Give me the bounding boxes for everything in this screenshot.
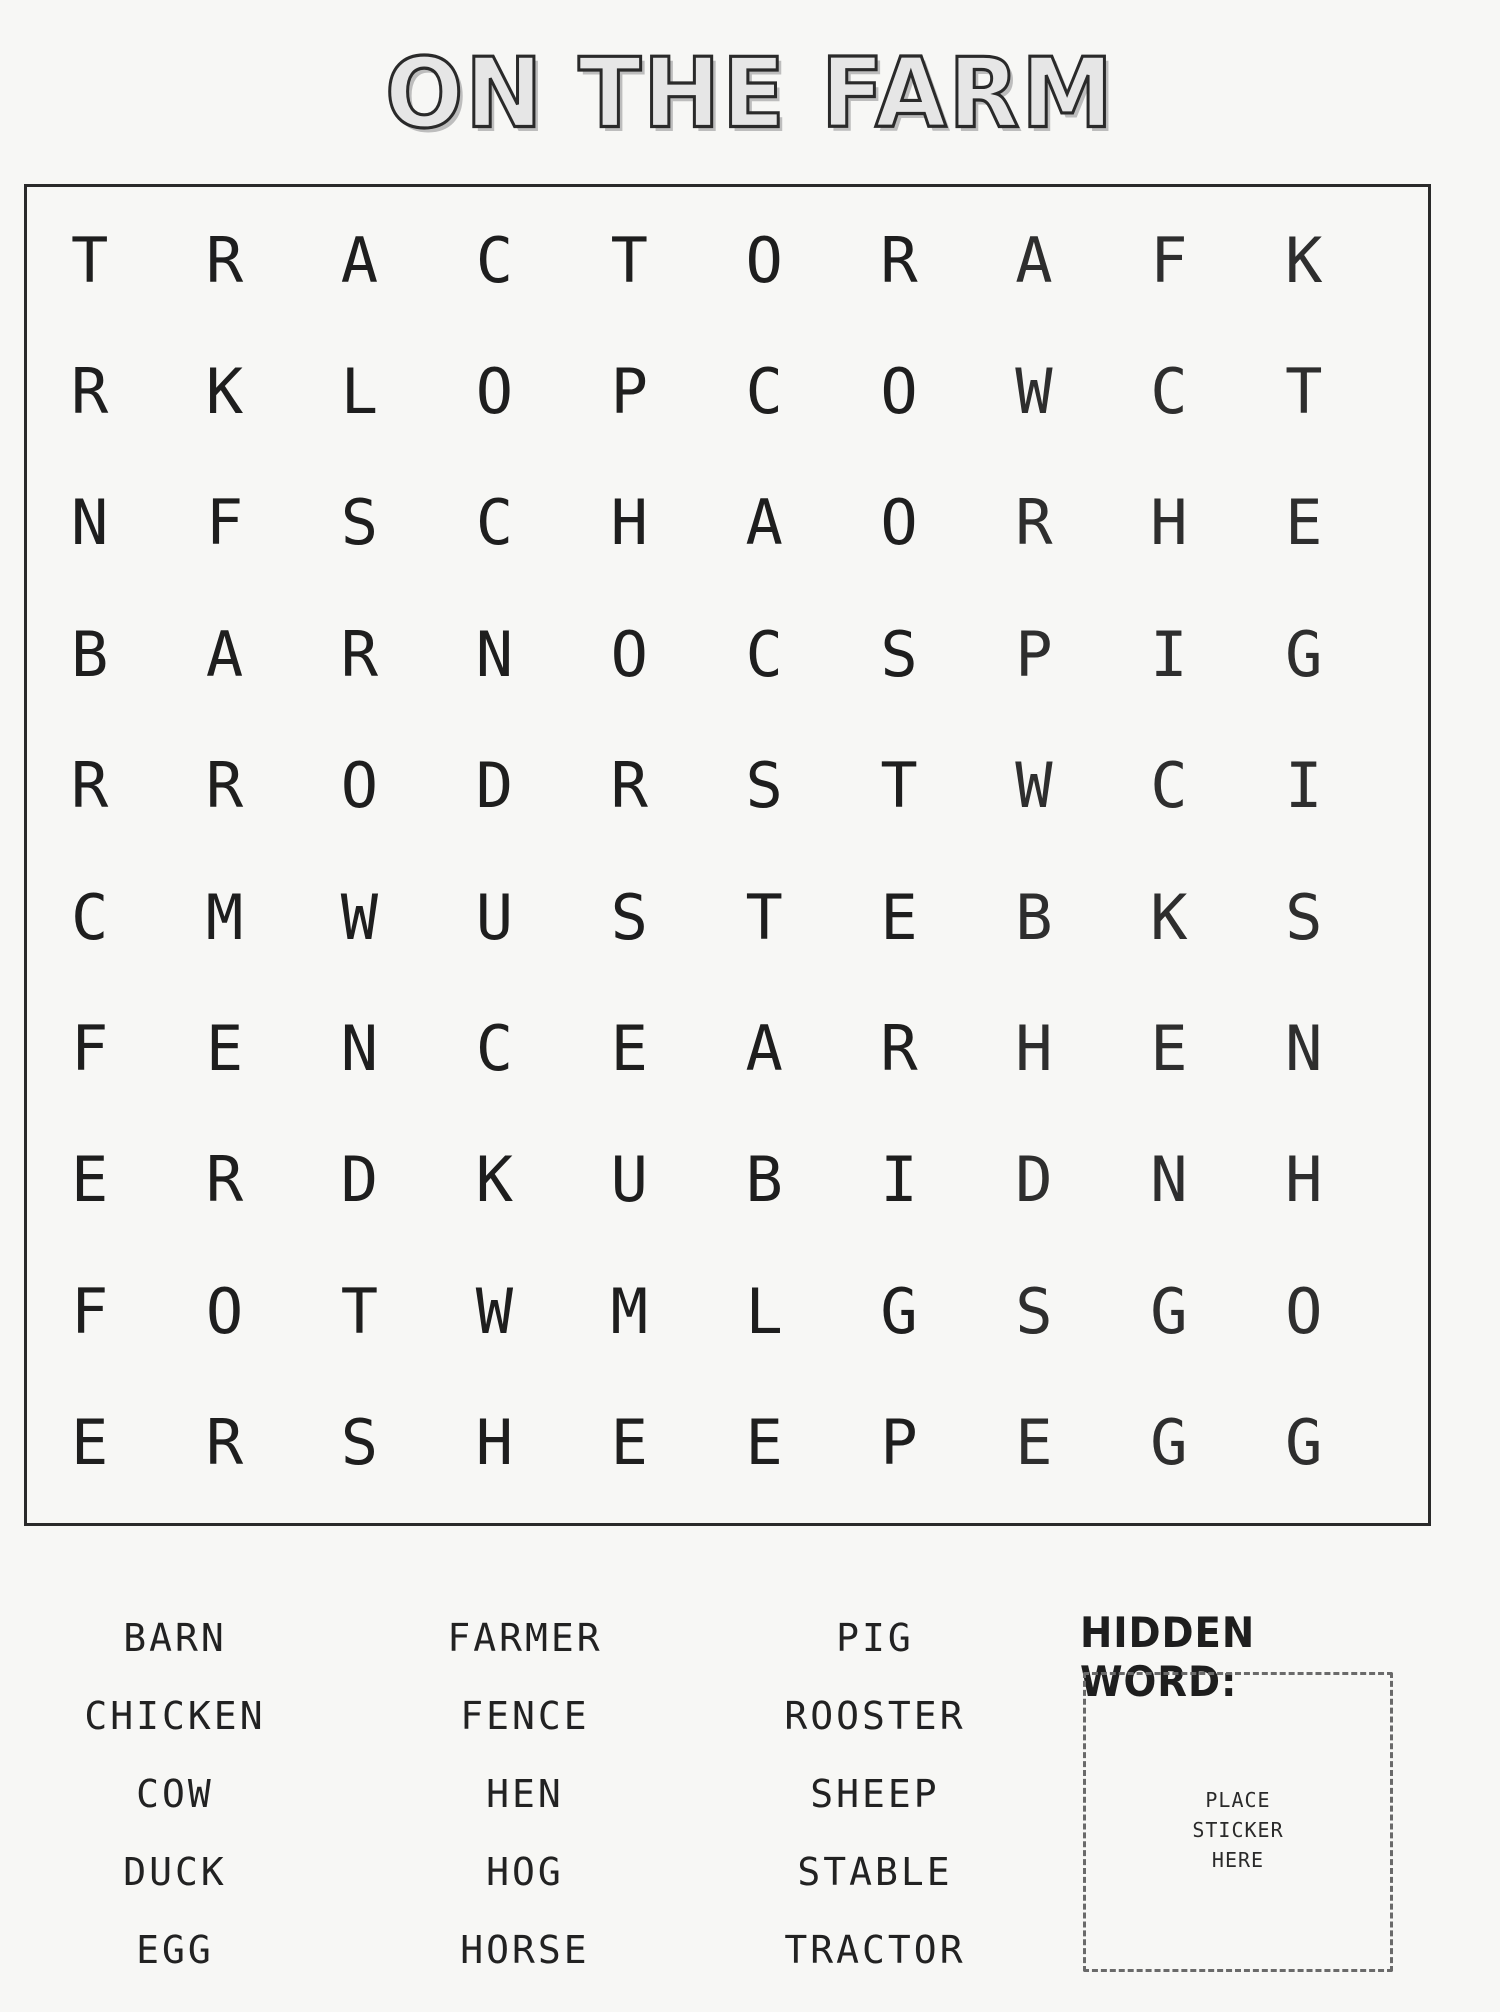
grid-letter: W: [1015, 355, 1053, 429]
grid-letter: P: [880, 1406, 918, 1480]
grid-letter: K: [205, 355, 244, 429]
grid-letter: S: [610, 880, 648, 954]
grid-letter: B: [71, 617, 109, 691]
sticker-line: STICKER: [1192, 1818, 1284, 1842]
grid-letter: R: [205, 1406, 244, 1480]
grid-letter: R: [1015, 486, 1053, 560]
word-list-column-1: [25, 1608, 325, 1998]
grid-letter: A: [745, 1012, 783, 1086]
grid-letter: T: [71, 223, 109, 297]
grid-letter: B: [745, 1143, 783, 1217]
grid-letter: L: [340, 355, 379, 429]
grid-letter: L: [745, 1274, 783, 1348]
grid-letter: E: [880, 880, 918, 954]
grid-letter: M: [610, 1274, 648, 1348]
word-list-item: FARMER: [447, 1616, 603, 1660]
grid-letter: F: [1150, 223, 1188, 297]
grid-letter: C: [1150, 355, 1188, 429]
grid-letter: O: [475, 355, 514, 429]
grid-letter: C: [475, 223, 514, 297]
grid-letter: G: [1285, 617, 1323, 691]
word-list-item: HORSE: [460, 1928, 590, 1972]
page-title: ON THE FARM: [385, 37, 1115, 150]
grid-letter: N: [1150, 1143, 1188, 1217]
grid-letter: N: [1285, 1012, 1323, 1086]
grid-letter: G: [1285, 1406, 1323, 1480]
grid-letter: F: [71, 1274, 109, 1348]
sticker-line: HERE: [1211, 1848, 1265, 1872]
grid-letter: N: [475, 617, 514, 691]
grid-letter: R: [71, 355, 109, 429]
grid-letter: R: [880, 223, 918, 297]
grid-letter: E: [71, 1406, 109, 1480]
grid-letter: D: [1015, 1143, 1053, 1217]
word-search-grid: [24, 184, 1431, 1526]
word-list-item: DUCK: [123, 1850, 227, 1894]
word-list-item: EGG: [136, 1928, 214, 1972]
grid-letter: M: [205, 880, 244, 954]
grid-letter: E: [745, 1406, 783, 1480]
grid-letter: H: [1015, 1012, 1053, 1086]
grid-letter: S: [745, 749, 783, 823]
grid-letter: C: [745, 355, 783, 429]
grid-letter: A: [340, 223, 379, 297]
grid-letter: N: [340, 1012, 379, 1086]
grid-letter: G: [1150, 1406, 1188, 1480]
grid-letter: C: [71, 880, 109, 954]
grid-letter: A: [745, 486, 783, 560]
grid-letter: A: [205, 617, 244, 691]
grid-letter: U: [475, 880, 514, 954]
word-list-item: CHICKEN: [84, 1694, 266, 1738]
grid-letter: R: [880, 1012, 918, 1086]
grid-letter: W: [340, 880, 379, 954]
word-list-column-3: [725, 1608, 1025, 1998]
grid-letter: E: [1285, 486, 1323, 560]
grid-letter: R: [205, 223, 244, 297]
grid-letter: T: [745, 880, 783, 954]
grid-letter: I: [1285, 749, 1323, 823]
grid-letter: F: [205, 486, 244, 560]
grid-letter: H: [1285, 1143, 1323, 1217]
grid-letter: W: [1015, 749, 1053, 823]
grid-letter: W: [475, 1274, 514, 1348]
grid-letter: H: [1150, 486, 1188, 560]
word-list-item: PIG: [836, 1616, 914, 1660]
grid-letter: B: [1015, 880, 1053, 954]
grid-letter: K: [1285, 223, 1323, 297]
grid-letter: D: [340, 1143, 379, 1217]
grid-letter: P: [610, 355, 648, 429]
grid-letter: H: [610, 486, 648, 560]
grid-letter: E: [1015, 1406, 1053, 1480]
grid-letter: I: [1150, 617, 1188, 691]
grid-letter: T: [1285, 355, 1323, 429]
grid-letter: O: [340, 749, 379, 823]
grid-letter: H: [475, 1406, 514, 1480]
word-list-item: COW: [136, 1772, 214, 1816]
grid-letter: R: [340, 617, 379, 691]
grid-letter: O: [880, 486, 918, 560]
grid-letter: O: [205, 1274, 244, 1348]
grid-letter: O: [1285, 1274, 1323, 1348]
grid-letter: R: [205, 749, 244, 823]
sticker-line: PLACE: [1205, 1788, 1271, 1812]
word-list-item: STABLE: [797, 1850, 953, 1894]
grid-letter: G: [1150, 1274, 1188, 1348]
grid-letter: E: [1150, 1012, 1188, 1086]
grid-letter: E: [610, 1012, 648, 1086]
grid-letter: T: [880, 749, 918, 823]
grid-letter: I: [880, 1143, 918, 1217]
grid-letter: R: [205, 1143, 244, 1217]
grid-letter: R: [610, 749, 648, 823]
grid-letter: T: [610, 223, 648, 297]
grid-letter: E: [610, 1406, 648, 1480]
sticker-instruction: [1168, 1785, 1308, 1875]
hidden-word-label: HIDDEN WORD:: [1080, 1608, 1256, 1706]
sticker-placeholder: [1083, 1672, 1393, 1972]
grid-letter: O: [610, 617, 648, 691]
grid-letter: C: [745, 617, 783, 691]
grid-letter: A: [1015, 223, 1053, 297]
grid-letter: K: [475, 1143, 514, 1217]
grid-letter: F: [71, 1012, 109, 1086]
word-list-column-2: [375, 1608, 675, 1998]
grid-letter: T: [340, 1274, 379, 1348]
word-list-item: HOG: [486, 1850, 564, 1894]
word-list-item: TRACTOR: [784, 1928, 966, 1972]
word-list-item: ROOSTER: [784, 1694, 966, 1738]
grid-letter: S: [340, 1406, 379, 1480]
grid-letter: R: [71, 749, 109, 823]
grid-letter: O: [745, 223, 783, 297]
word-list-item: BARN: [123, 1616, 227, 1660]
word-list-item: SHEEP: [810, 1772, 940, 1816]
grid-letter: E: [205, 1012, 244, 1086]
word-list-item: FENCE: [460, 1694, 590, 1738]
grid-letter: S: [340, 486, 379, 560]
grid-letter: C: [1150, 749, 1188, 823]
grid-letter: E: [71, 1143, 109, 1217]
grid-letter: G: [880, 1274, 918, 1348]
grid-letter: O: [880, 355, 918, 429]
grid-letter: C: [475, 1012, 514, 1086]
grid-letter: C: [475, 486, 514, 560]
grid-letter: S: [880, 617, 918, 691]
grid-letter: D: [475, 749, 514, 823]
grid-letter: K: [1150, 880, 1188, 954]
grid-letter: U: [610, 1143, 648, 1217]
grid-letter: S: [1015, 1274, 1053, 1348]
word-list-item: HEN: [486, 1772, 564, 1816]
grid-letter: N: [71, 486, 109, 560]
grid-letter: S: [1285, 880, 1323, 954]
grid-letter: P: [1015, 617, 1053, 691]
